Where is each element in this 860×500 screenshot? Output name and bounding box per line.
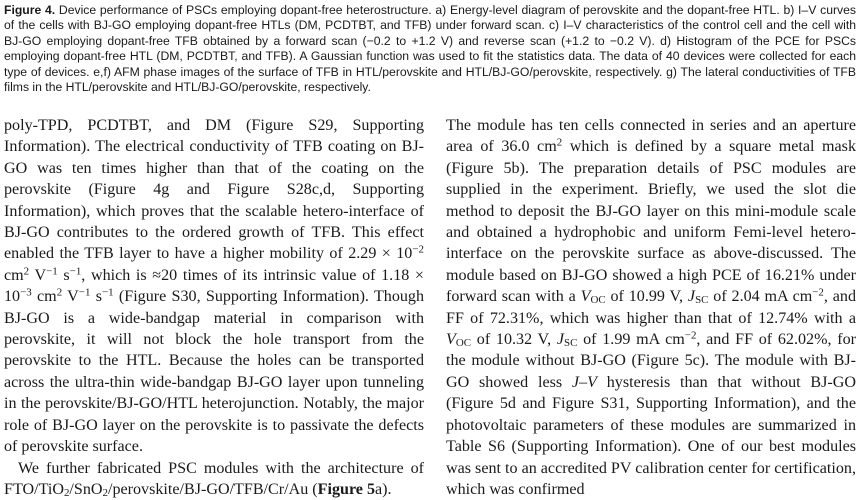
figure-caption — [4, 3, 856, 95]
left-column — [4, 115, 424, 500]
figure-reference: Figure 5 — [318, 481, 375, 498]
figure-label: Figure 4. — [4, 3, 55, 17]
paragraph: The module has ten cells connected in series and an aperture area of 36.0 $cm^2$ which is defined by a square metal mask (Figure 5b). The preparation details of PSC modules are supplied in the experiment. Briefly, we used the slot die method to deposit the BJ-GO layer on this mini-module scale and obtained a hydrophobic and uniform Femi-level hetero-interface on the perovskite surface as above-discussed. The module based on BJ-GO showed a high PCE of 16.21% under forward scan with a $V_{OC}$ of 10.99 V, $J_{SC}$ of 2.04 mA $cm^{-2}$, and FF of 72.31%, which was higher than that of 12.74% with a $V_{OC}$ of 10.32 V, $J_{SC}$ of 1.99 mA $cm^{-2}$, and FF of 62.02%, for the module without BJ-GO (Figure 5c). The module with BJ-GO showed less J–V hysteresis than that without BJ-GO (Figure 5d and Figure S31, Supporting Information), and the photovoltaic parameters of these modules are summarized in Table S6 (Supporting Information). One of our best modules was sent to an accredited PV calibration center for certification, which was confirmed — [446, 115, 856, 500]
paragraph: We further fabricated PSC modules with the architecture of FTO/TiO$_2$/SnO$_2$/perovskite/BJ-GO/TFB/Cr/Au (Figure 5a). — [4, 458, 424, 500]
caption-text: Device performance of PSCs employing dopant-free heterostructure. a) Energy-level diagram of perovskite and the dopant-free HTL. b) I–V curves of the cells with BJ-GO employing dopant-free HTLs (DM, PCDTBT, and TFB) under forward scan. c) I–V characteristics of the control cell and the cell with BJ-GO employing dopant-free TFB obtained by a forward scan (−0.2 to +1.2 V) and reverse scan (+1.2 to −0.2 V). d) Histogram of the PCE for PSCs employing dopant-free HTL (DM, PCDTBT, and TFB). A Gaussian function was used to fit the statistics data. The data of 40 devices were collected for each type of devices. e,f) AFM phase images of the surface of TFB in HTL/perovskite and HTL/BJ-GO/perovskite, respectively. g) The lateral conductivities of TFB films in the HTL/perovskite and HTL/BJ-GO/perovskite, respectively. — [4, 3, 856, 94]
right-column — [446, 115, 856, 500]
paragraph: poly-TPD, PCDTBT, and DM (Figure S29, Supporting Information). The electrical conductivity of TFB coating on BJ-GO was ten times higher than that of the coating on the perovskite (Figure 4g and Figure S28c,d, Supporting Information), which proves that the scalable hetero-interface of BJ-GO contributes to the ordered growth of TFB. This effect enabled the TFB layer to have a higher mobility of $2.29 \times 10^{-2}$ $cm^2$ $V^{-1}$ $s^{-1}$, which is ≈20 times of its intrinsic value of $1.18 \times 10^{-3}$ $cm^2$ $V^{-1}$ $s^{-1}$ (Figure S30, Supporting Information). Though BJ-GO is a wide-bandgap material in comparison with perovskite, it will not block the hole transport from the perovskite to the HTL. Because the holes can be transported across the ultra-thin wide-bandgap BJ-GO layer upon tunneling in the perovskite/BJ-GO/HTL heterojunction. Notably, the major role of BJ-GO layer on the perovskite is to passivate the defects of perovskite surface. — [4, 115, 424, 458]
